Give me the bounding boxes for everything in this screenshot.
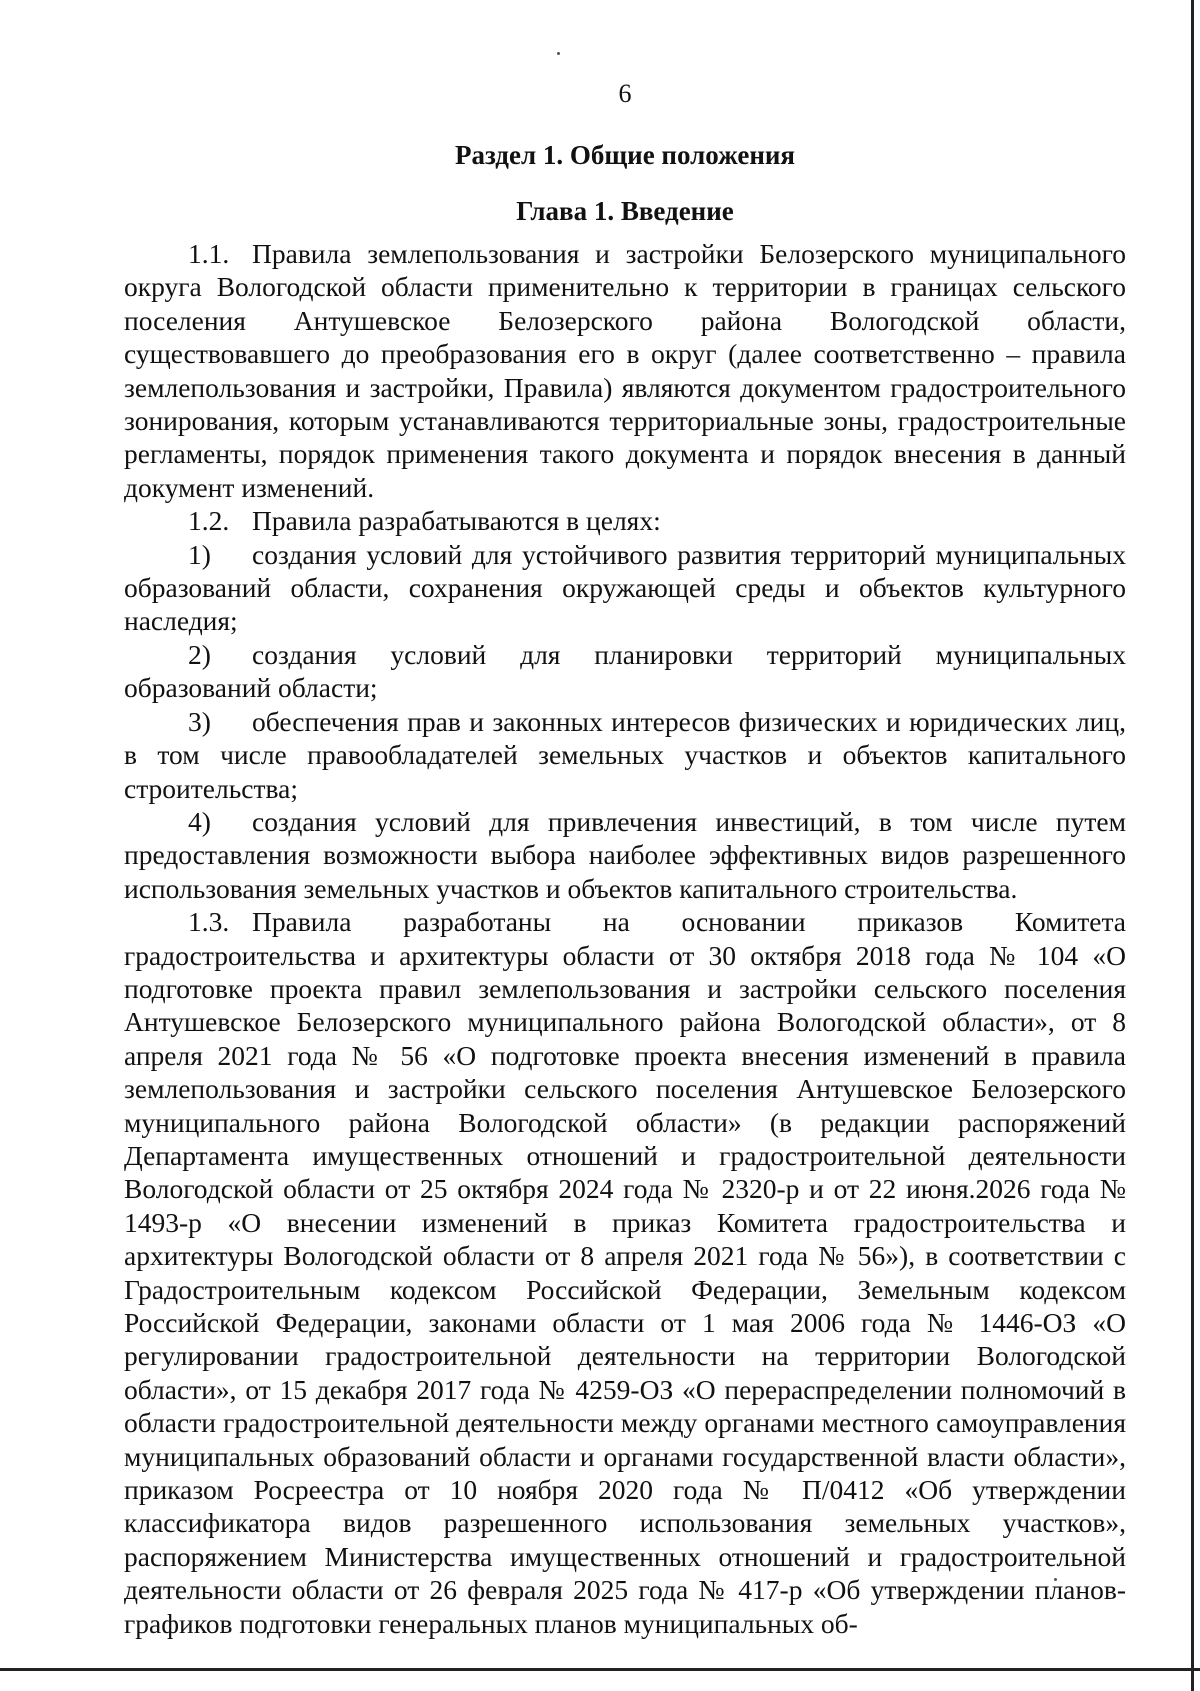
page-number: 6 xyxy=(618,79,632,108)
list-item-text: создания условий для планировки территорий муниципальных образований области; xyxy=(124,638,1126,704)
scan-edge-bottom xyxy=(0,1668,1200,1671)
paragraph-1-2 xyxy=(124,504,1126,537)
paragraph-text: Правила разрабатываются в целях: xyxy=(252,505,661,537)
paragraph-number: 1.3. xyxy=(188,906,230,938)
list-item-number: 4) xyxy=(188,805,211,837)
list-item-1 xyxy=(124,538,1126,638)
document-page xyxy=(124,75,1126,1640)
list-item-number: 2) xyxy=(188,638,211,670)
paragraph-1-3 xyxy=(124,905,1126,1640)
list-item-text: создания условий для привлечения инвестиций, в том числе путем предоставления возможности выбора наиболее эффективных видов разрешенного использования земельных участков и объектов капитального строительства. xyxy=(124,805,1126,904)
list-item-3 xyxy=(124,705,1126,805)
chapter-title: Глава 1. Введение xyxy=(516,196,734,226)
list-item-2 xyxy=(124,638,1126,705)
list-item-number: 1) xyxy=(188,538,211,570)
section-title: Раздел 1. Общие положения xyxy=(454,140,796,170)
list-item-text: создания условий для устойчивого развития территорий муниципальных образований области, сохранения окружающей среды и объектов культурного наследия; xyxy=(124,538,1126,637)
list-item-text: обеспечения прав и законных интересов физических и юридических лиц, в том числе правообладателей земельных участков и объектов капитального строительства; xyxy=(124,705,1126,804)
paragraph-number: 1.1. xyxy=(188,238,230,269)
paragraph-text: Правила землепользования и застройки Белозерского муниципального округа Вологодской области применительно к территории в границах сельского поселения Антушевское Белозерского района Вологодской области, существовавшего до преобразования его в округ (далее соответственно – правила землепользования и застройки, Правила) являются документом градостроительного зонирования, которым устанавливаются территориальные зоны, градостроительные регламенты, порядок применения такого документа и порядок внесения в данный документ изменений. xyxy=(124,238,1126,503)
paragraph-number: 1.2. xyxy=(188,505,230,537)
paragraph-1-1 xyxy=(124,237,1126,504)
paragraph-text: Правила разработаны на основании приказов Комитета градостроительства и архитектуры области от 30 октября 2018 года № 104 «О подготовке проекта правил землепользования и застройки сельского поселения Антушевское Белозерского муниципального района Вологодской области», от 8 апреля 2021 года № 56 «О подготовке проекта внесения изменений в правила землепользования и застройки сельского поселения Антушевское Белозерского муниципального района Вологодской области» (в редакции распоряжений Департамента имущественных отношений и градостроительной деятельности Вологодской области от 25 октября 2024 года № 2320-р и от 22 июня.2026 года № 1493-р «О внесении изменений в приказ Комитета градостроительства и архитектуры Вологодской области от 8 апреля 2021 года № 56»), в соответствии с Градостроительным кодексом Российской Федерации, Земельным кодексом Российской Федерации, законами области от 1 мая 2006 года № 1446-ОЗ «О регулировании градостроительной деятельности на территории Вологодской области», от 15 декабря 2017 года № 4259-ОЗ «О перераспределении полномочий в области градостроительной деятельности между органами местного самоуправления муниципальных образований области и органами государственной власти области», приказом Росреестра от 10 ноября 2020 года № П/0412 «Об утверждении классификатора видов разрешенного использования земельных участков», распоряжением Министерства имущественных отношений и градостроительной деятельности области от 26 февраля 2025 года № 417-р «Об утверждении планов-графиков подготовки генеральных планов муниципальных об- xyxy=(124,906,1126,1639)
scan-speck xyxy=(557,52,560,55)
scan-edge-right xyxy=(1191,0,1194,1691)
list-item-number: 3) xyxy=(188,705,211,737)
list-item-4 xyxy=(124,805,1126,905)
